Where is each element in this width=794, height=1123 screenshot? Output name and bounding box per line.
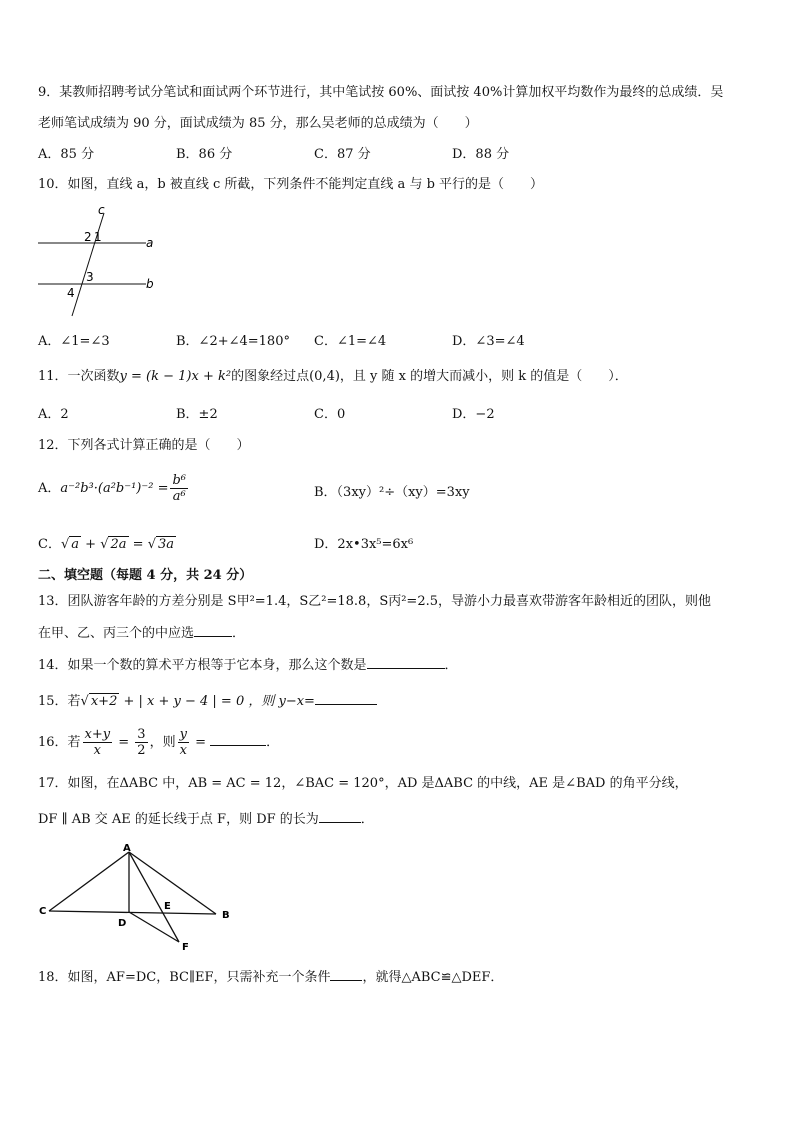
q16-eq: = (114, 735, 134, 750)
q16-answer-blank (210, 733, 266, 746)
q12-c-label: C． (38, 537, 61, 552)
q17-label-E: E (164, 901, 171, 912)
q15-radicand: x+2 (90, 694, 118, 709)
q11-suffix: ，且 y 随 x 的增大而减小，则 k 的值是（ ）． (339, 369, 628, 384)
q10-label-3: 3 (86, 270, 94, 284)
q12-option-b: B．（3xy）²÷（xy）=3xy (314, 485, 470, 500)
q16-den-3: x (179, 743, 187, 758)
q12-c-radicand-1: a (71, 537, 80, 552)
q10-stem: 10．如图，直线 a，b 被直线 c 所截，下列条件不能判定直线 a 与 b 平行的是（ ） (38, 177, 544, 192)
q12-c-radicand-3: 3a (157, 537, 175, 552)
q12-a-fraction (170, 473, 188, 504)
q11-middle: 的图象经过点 (231, 369, 310, 384)
q15-mid: + | x + y − 4 | = 0 ，则 y−x= (119, 694, 315, 709)
q16-stem (38, 726, 279, 760)
q12-option-a (38, 472, 190, 506)
q10-label-c: c (98, 204, 105, 217)
q16-mid: ，则 (149, 735, 176, 750)
q17-figure (36, 842, 242, 954)
q13-stem-line2 (38, 624, 245, 643)
q12-stem: 12．下列各式计算正确的是（ ） (38, 438, 250, 453)
q16-end: ． (266, 735, 280, 750)
q10-option-d: D．∠3=∠4 (452, 334, 525, 349)
q15-stem (38, 692, 377, 711)
q12-c-sqrt-sign-2: √ (100, 537, 109, 552)
q16-pre: 16．若 (38, 735, 81, 750)
q17-label-F: F (182, 942, 189, 953)
q12-c-equals: = (128, 537, 148, 552)
q17-stem-line2 (38, 810, 374, 829)
q12-a-denominator: a⁶ (172, 489, 186, 504)
q10-option-c: C．∠1=∠4 (314, 334, 387, 349)
q16-fraction-3 (178, 727, 189, 758)
q18-stem (38, 968, 503, 987)
q17-answer-blank (319, 810, 361, 823)
q14-stem (38, 656, 458, 675)
q9-option-b: B．86 分 (176, 147, 233, 162)
q15-pre: 15．若 (38, 694, 81, 709)
section-heading-fill-blank: 二、填空题（每题 4 分，共 24 分） (38, 568, 253, 583)
q10-option-a: A．∠1=∠3 (38, 334, 110, 349)
q17-label-A: A (123, 843, 131, 854)
q15-sqrt-sign: √ (80, 694, 89, 709)
q10-option-b: B．∠2+∠4=180° (176, 334, 290, 349)
q18-pre: 18．如图，AF=DC，BC∥EF，只需补充一个条件 (38, 970, 331, 985)
q10-label-1: 1 (94, 230, 102, 244)
q11-formula: y = (k − 1)x + k² (119, 369, 232, 384)
q12-option-c (38, 536, 176, 554)
q17-stem-line1: 17．如图，在ΔABC 中，AB = AC = 12，∠BAC = 120°，AD 是ΔABC 的中线，AE 是∠BAD 的角平分线， (38, 776, 688, 791)
q12-c-plus: + (81, 537, 101, 552)
q12-option-d: D．2x•3x⁵=6x⁶ (314, 537, 414, 552)
q11-point: (0,4) (309, 369, 340, 384)
q18-answer-blank (330, 968, 362, 981)
q11-option-b: B．±2 (176, 407, 218, 422)
q14-answer-blank (367, 656, 445, 669)
q9-option-a: A．85 分 (38, 147, 95, 162)
q12-a-label: A． (38, 481, 61, 496)
q15-answer-blank (315, 692, 377, 705)
q13-line2-pre: 在甲、乙、丙三个的中应选 (38, 626, 195, 641)
q17-label-B: B (222, 910, 230, 921)
q10-figure (36, 204, 160, 320)
q10-label-2: 2 (84, 230, 92, 244)
q16-num-3: y (179, 727, 187, 742)
q11-stem (38, 368, 628, 386)
q16-num-1: x+y (84, 727, 111, 742)
q9-option-c: C．87 分 (314, 147, 371, 162)
q16-num-2: 3 (137, 727, 146, 742)
q11-option-c: C．0 (314, 407, 346, 422)
q11-option-d: D．−2 (452, 407, 495, 422)
q9-stem-line2: 老师笔试成绩为 90 分，面试成绩为 85 分，那么吴老师的总成绩为（ ） (38, 116, 478, 131)
q11-option-a: A．2 (38, 407, 69, 422)
q9-option-d: D．88 分 (452, 147, 510, 162)
q14-post: ． (444, 658, 458, 673)
q10-label-b: b (146, 277, 154, 291)
q12-c-sqrt-sign-3: √ (147, 537, 156, 552)
q13-line2-post: ． (232, 626, 246, 641)
q17-label-D: D (118, 918, 127, 929)
q18-post: ，就得△ABC≌△DEF． (362, 970, 504, 985)
q12-c-sqrt-sign-1: √ (60, 537, 70, 552)
q10-label-a: a (146, 236, 154, 250)
q17-line2-pre: DF ∥ AB 交 AE 的延长线于点 F，则 DF 的长为 (38, 812, 319, 827)
q12-a-numerator: b⁶ (172, 473, 187, 488)
q14-pre: 14．如果一个数的算术平方根等于它本身，那么这个数是 (38, 658, 367, 673)
q16-post: = (190, 735, 211, 750)
q13-stem-line1: 13．团队游客年龄的方差分别是 S甲²=1.4，S乙²=18.8，S丙²=2.5，导游小力最喜欢带游客年龄相近的团队，则他 (38, 594, 711, 609)
q16-fraction-1 (83, 727, 113, 758)
q13-answer-blank (194, 624, 232, 637)
q12-c-radicand-2: 2a (110, 537, 127, 552)
q16-den-1: x (93, 743, 101, 758)
q10-label-4: 4 (67, 286, 75, 300)
q16-den-2: 2 (137, 743, 146, 758)
q16-fraction-2 (135, 727, 147, 758)
q17-label-C: C (39, 906, 47, 917)
q9-stem-line1: 9．某教师招聘考试分笔试和面试两个环节进行，其中笔试按 60%、面试按 40%计算加权平均数作为最终的总成绩．吴 (38, 85, 724, 100)
q17-line2-post: ． (360, 812, 374, 827)
q12-a-expr: a⁻²b³·(a²b⁻¹)⁻² = (60, 481, 169, 496)
q11-prefix: 11．一次函数 (38, 369, 120, 384)
